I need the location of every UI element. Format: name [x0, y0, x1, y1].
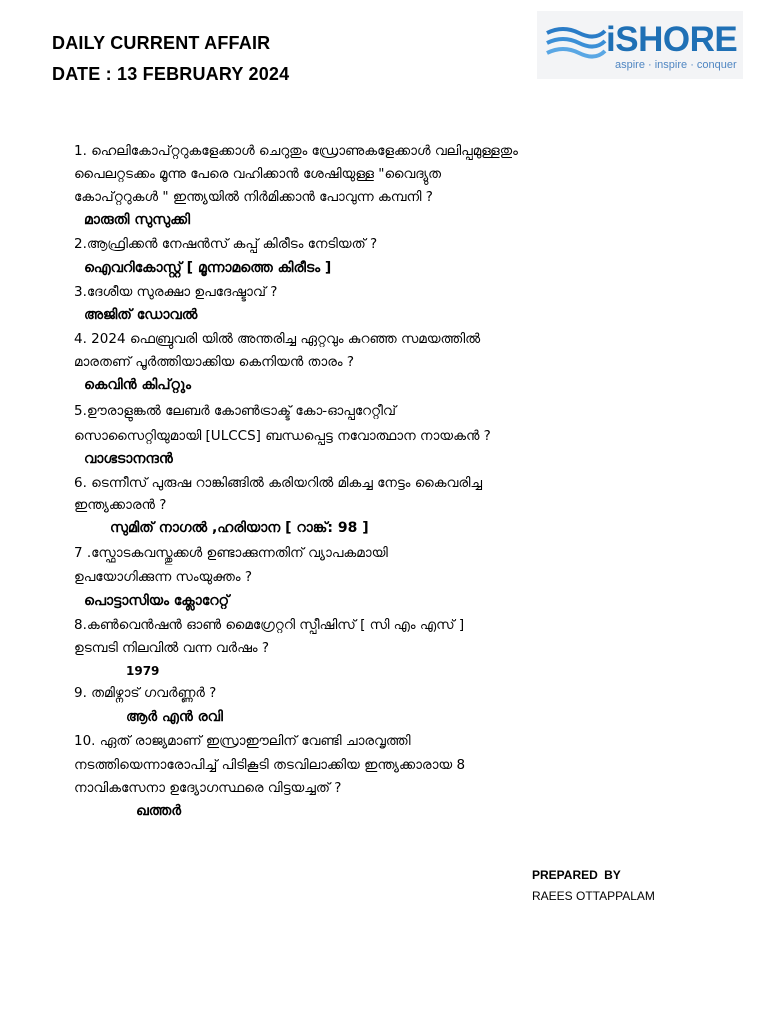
question-1-line-1: 1. ഹെലികോപ്റ്ററുകളേക്കാൾ ചെറുതും ഡ്രോണുകളേക്കാൾ വലിപ്പമുള്ളതും	[74, 143, 518, 159]
question-9-line-1: 9. തമിഴ്നാട് ഗവർണ്ണർ ?	[74, 685, 217, 701]
answer-7: പൊട്ടാസിയം ക്ലോറേറ്റ്	[84, 593, 230, 609]
question-4-line-2: മാരതണ് പൂർത്തിയാക്കിയ കെനിയൻ താരം ?	[74, 354, 355, 370]
question-4-line-1: 4. 2024 ഫെബ്രുവരി യിൽ അന്തരിച്ച ഏറ്റവും കുറഞ്ഞ സമയത്തിൽ	[74, 331, 481, 347]
logo-tagline: aspire · inspire · conquer	[615, 59, 737, 71]
question-8-line-2: ഉടമ്പടി നിലവിൽ വന്ന വർഷം ?	[74, 640, 270, 656]
answer-4: കെവിൻ കിപ്റ്റും	[84, 377, 191, 393]
answer-3: അജിത് ഡോവൽ	[84, 307, 198, 323]
page-title: DAILY CURRENT AFFAIR	[52, 33, 271, 53]
ishore-logo	[537, 11, 743, 79]
answer-5: വാഗ്ഭടാനന്ദൻ	[84, 451, 173, 467]
question-10-line-3: നാവികസേനാ ഉദ്യോഗസ്ഥരെ വിട്ടയച്ചത് ?	[74, 780, 342, 796]
question-3-line-1: 3.ദേശീയ സുരക്ഷാ ഉപദേഷ്ടാവ് ?	[74, 284, 278, 300]
page-date: DATE : 13 FEBRUARY 2024	[52, 64, 290, 84]
answer-6: സുമിത് നാഗൽ ,ഹരിയാന [ റാങ്ക്: 98 ]	[110, 520, 369, 536]
question-5-line-1: 5.ഊരാളുങ്കൽ ലേബർ കോൺട്രാക്ട് കോ-ഓപ്പറേറ്റീവ്	[74, 403, 396, 419]
question-6-line-1: 6. ടെന്നീസ് പുരുഷ റാങ്കിങ്ങിൽ കരിയറിൽ മികച്ച നേട്ടം കൈവരിച്ച	[74, 475, 482, 491]
question-1-line-2: പൈലറ്റടക്കം മൂന്നു പേരെ വഹിക്കാൻ ശേഷിയുള്ള "വൈദ്യുത	[74, 166, 442, 182]
logo-brand-text: iSHORE	[606, 20, 738, 59]
author-name: RAEES OTTAPPALAM	[532, 889, 655, 903]
question-7-line-2: ഉപയോഗിക്കുന്ന സംയുക്തം ?	[74, 569, 252, 585]
question-2-line-1: 2.ആഫ്രിക്കൻ നേഷൻസ് കപ്പ് കിരീടം നേടിയത് ?	[74, 236, 378, 252]
question-6-line-2: ഇന്ത്യക്കാരൻ ?	[74, 497, 167, 513]
answer-9: ആർ എൻ രവി	[126, 709, 223, 725]
answer-10: ഖത്തർ	[136, 803, 182, 819]
answer-1: മാരുതി സുസുക്കി	[84, 212, 190, 228]
question-5-line-2: സൊസൈറ്റിയുമായി [ULCCS] ബന്ധപ്പെട്ട നവോത്ഥാന നായകൻ ?	[74, 428, 491, 444]
question-10-line-1: 10. ഏത് രാജ്യമാണ് ഇസ്രാഈലിന് വേണ്ടി ചാരവൃത്തി	[74, 733, 411, 749]
question-8-line-1: 8.കൺവെൻഷൻ ഓൺ മൈഗ്രേറ്ററി സ്പീഷിസ് [ സി എം എസ് ]	[74, 617, 465, 633]
question-10-line-2: നടത്തിയെന്നാരോപിച്ച് പിടികൂടി തടവിലാക്കിയ ഇന്ത്യക്കാരായ 8	[74, 757, 466, 773]
question-7-line-1: 7 .സ്ഫോടകവസ്തുക്കൾ ഉണ്ടാക്കുന്നതിന് വ്യാപകമായി	[74, 545, 388, 561]
answer-8: 1979	[126, 664, 160, 678]
wave-icon	[545, 23, 607, 63]
prepared-by-label: PREPARED BY	[532, 868, 621, 882]
answer-2: ഐവറികോസ്റ്റ് [ മൂന്നാമത്തെ കിരീടം ]	[84, 260, 332, 276]
question-1-line-3: കോപ്റ്ററുകൾ " ഇന്ത്യയിൽ നിർമിക്കാൻ പോവുന്ന കമ്പനി ?	[74, 189, 433, 205]
